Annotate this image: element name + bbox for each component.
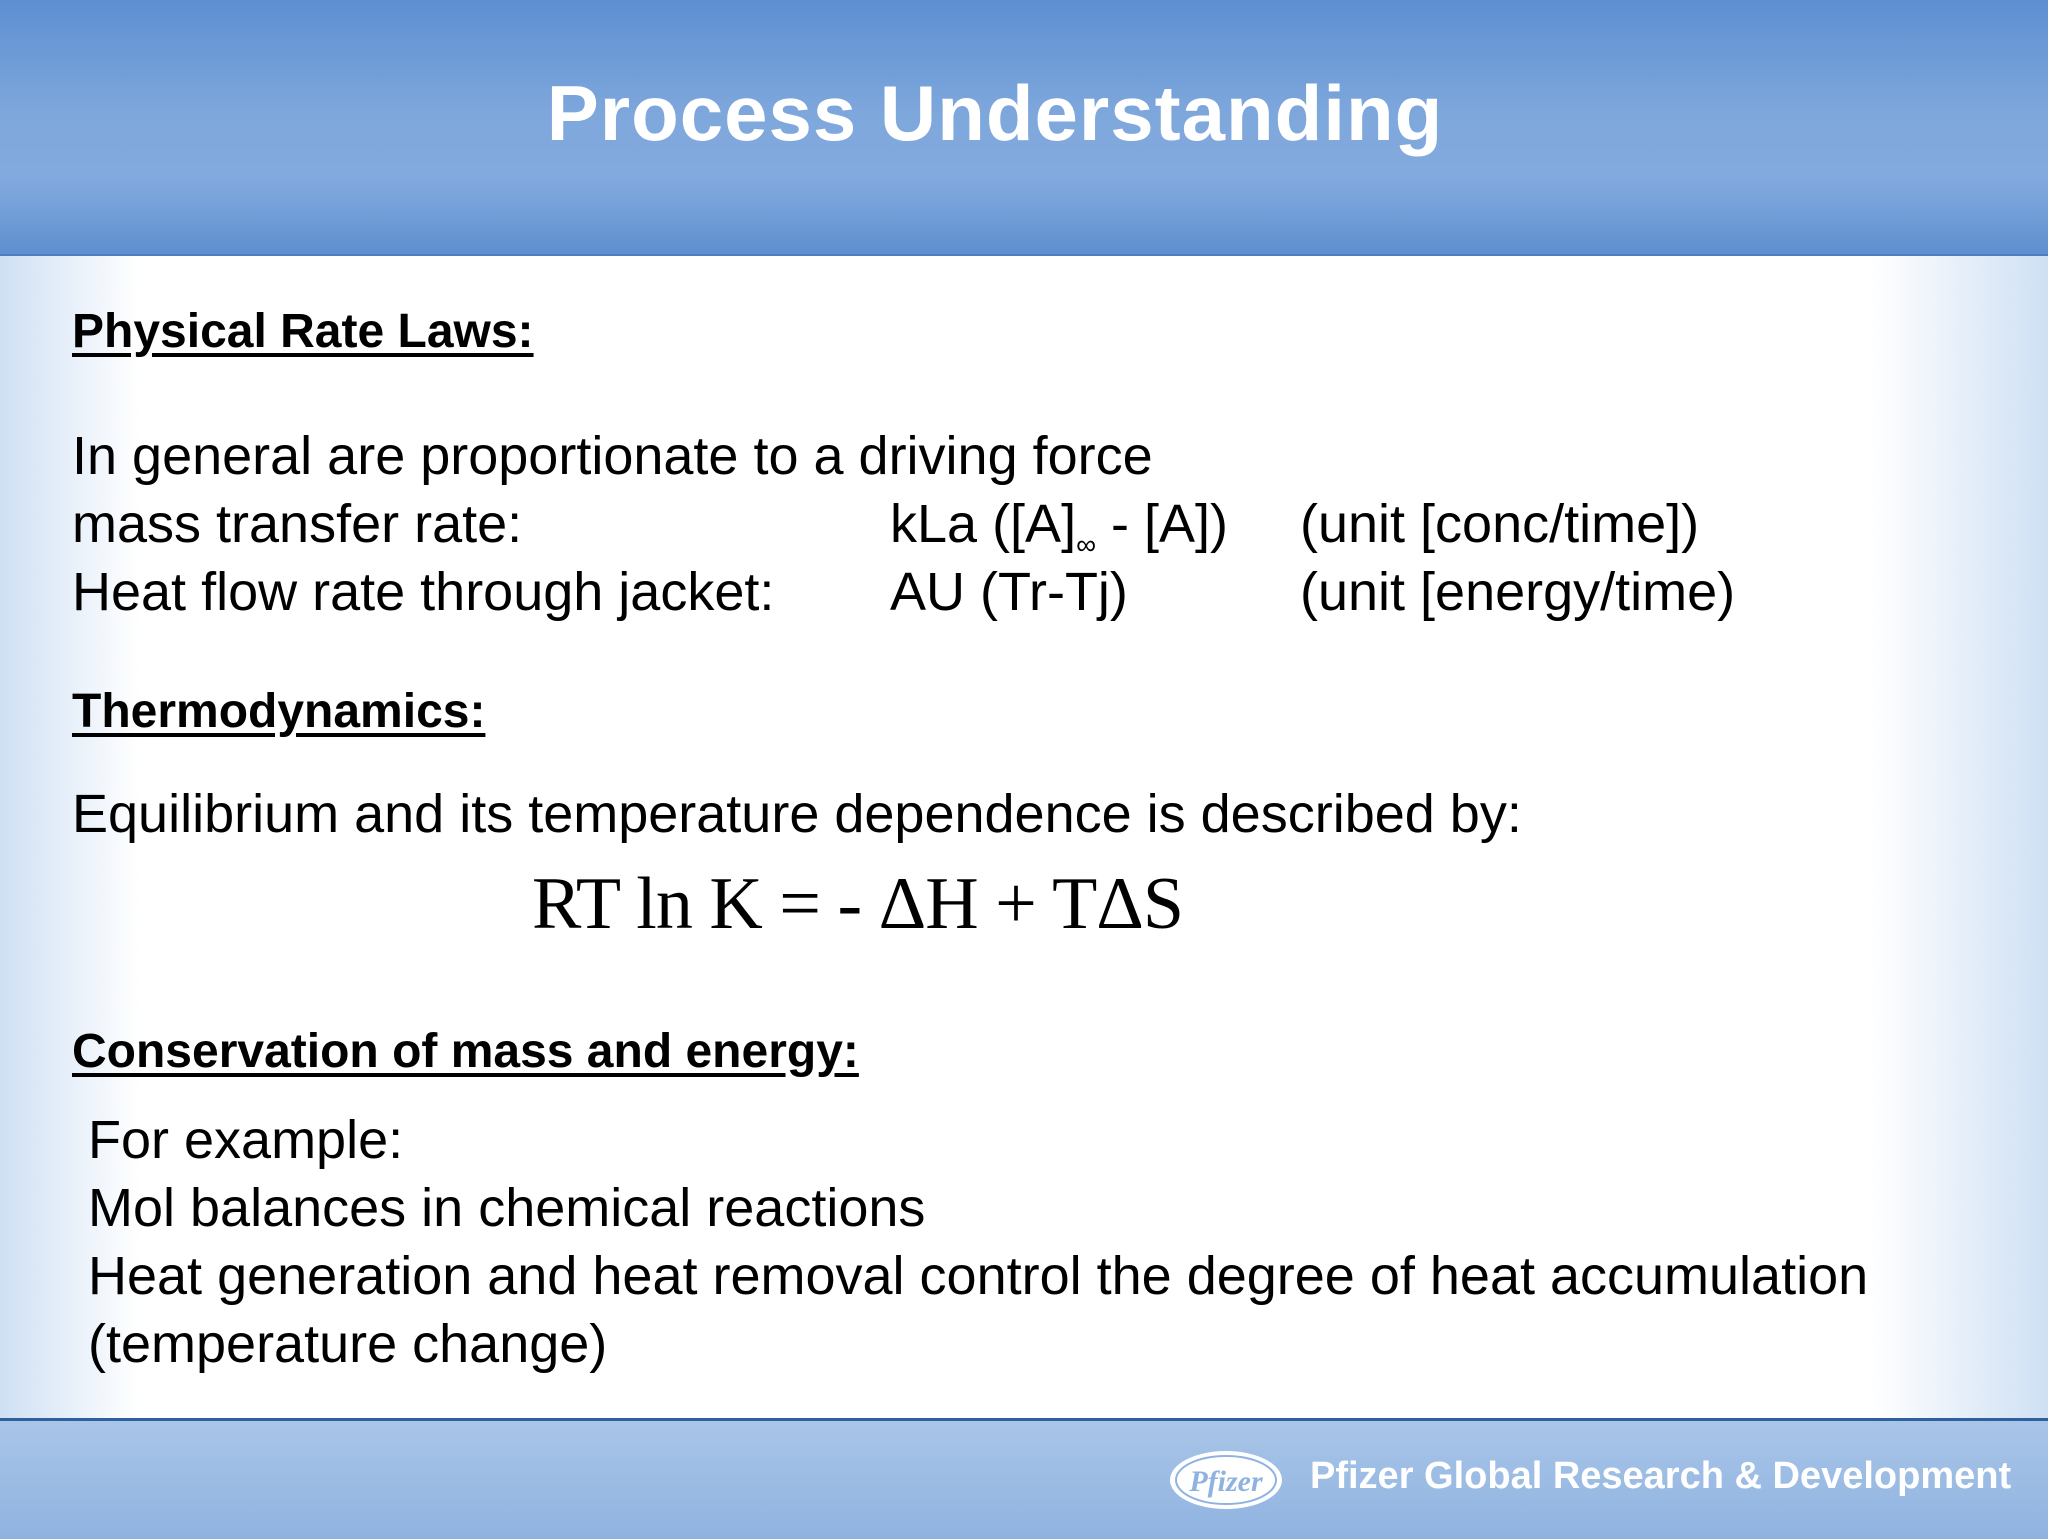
mass-transfer-label: mass transfer rate: <box>72 494 523 554</box>
footer-bar <box>0 1418 2048 1539</box>
gibbs-equation: RT ln K = - ΔH + TΔS <box>532 863 1184 945</box>
thermodynamics-heading: Thermodynamics: <box>72 685 486 738</box>
infinity-subscript: ∞ <box>1076 529 1097 560</box>
conservation-heading: Conservation of mass and energy: <box>72 1025 859 1078</box>
mass-transfer-unit: (unit [conc/time]) <box>1300 494 1700 554</box>
svg-text:Pfizer: Pfizer <box>1189 1465 1263 1498</box>
conservation-line-2: Mol balances in chemical reactions <box>88 1178 926 1238</box>
physical-intro-text: In general are proportionate to a driving force <box>72 426 1153 486</box>
conservation-line-3: Heat generation and heat removal control the degree of heat accumulation <box>88 1246 1869 1306</box>
heat-flow-formula: AU (Tr-Tj) <box>890 562 1128 622</box>
equilibrium-text: Equilibrium and its temperature dependence is described by: <box>72 784 1522 844</box>
pfizer-logo <box>1168 1449 1284 1511</box>
physical-rate-laws-heading: Physical Rate Laws: <box>72 305 534 358</box>
conservation-line-1: For example: <box>88 1110 404 1170</box>
mass-transfer-formula: kLa $([A]_\infty - [A])$ <box>890 494 1229 560</box>
title-banner <box>0 0 2048 256</box>
heat-flow-unit: (unit [energy/time) <box>1300 562 1736 622</box>
slide-title: Process Understanding <box>546 69 1444 157</box>
conservation-line-4: (temperature change) <box>88 1314 608 1374</box>
heat-flow-label: Heat flow rate through jacket: <box>72 562 775 622</box>
company-name: Pfizer Global Research & Development <box>1310 1455 2012 1497</box>
